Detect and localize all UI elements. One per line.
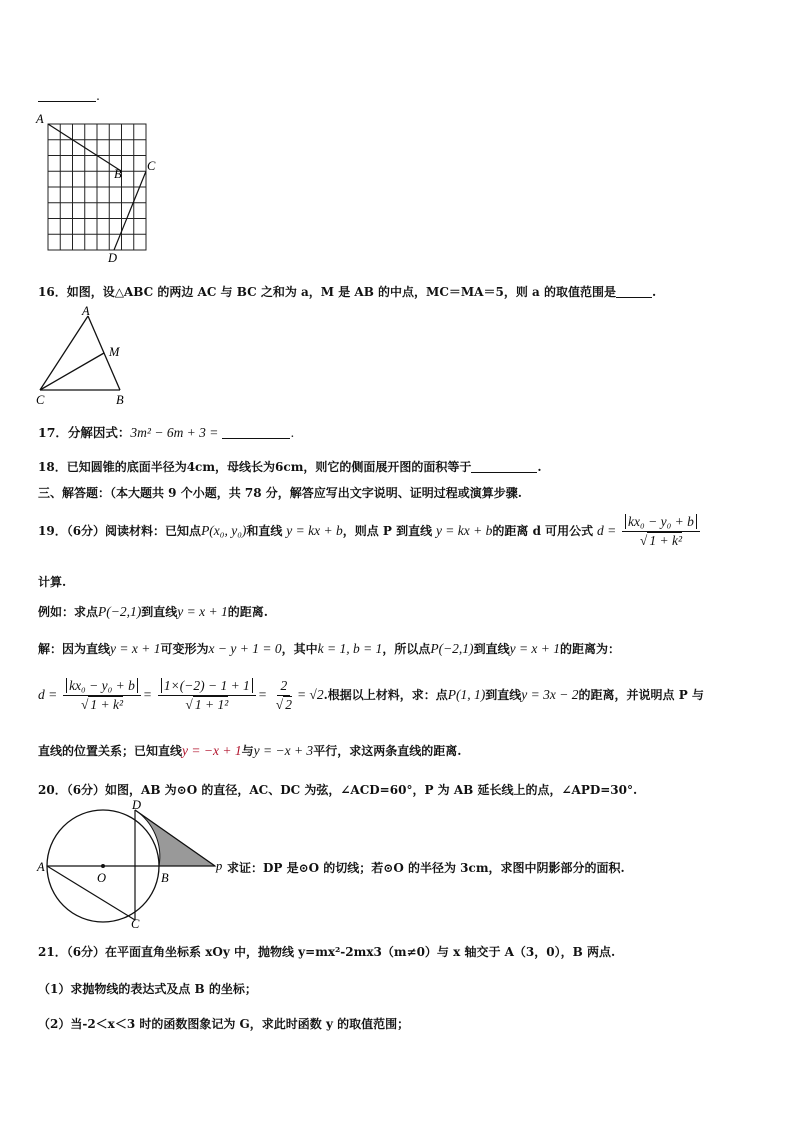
calc-line: y = 3x − 2	[521, 687, 579, 702]
q19-distance-formula: $\frac{\text{kx₀ − y₀ + b}}{\text{√ 1 + k²}}$	[622, 514, 700, 549]
calc-tail-c: 的距离，并说明点 P 与	[578, 688, 704, 702]
q19-d-equals: d =	[596, 523, 617, 538]
sol-point: P(−2,1)	[430, 641, 474, 656]
q19-line-expr-2: y = kx + b	[435, 523, 493, 538]
q18-blank	[471, 460, 537, 473]
calc-num-3: 2	[277, 678, 290, 696]
side-ca	[40, 316, 88, 390]
q19-to-line: ，则点 P 到直线	[342, 524, 433, 538]
calc-eq-2: =	[257, 687, 267, 702]
sol-c: ，所以点	[382, 642, 431, 656]
label-p: p	[216, 859, 223, 873]
question-20-task: 求证：DP 是⊙O 的切线；若⊙O 的半径为 3cm，求图中阴影部分的面积.	[227, 861, 625, 875]
question-21-part2: （2）当-2＜x＜3 时的函数图象记为 G，求此时函数 y 的取值范围；	[38, 1017, 410, 1031]
q19-calc-line: 计算.	[38, 575, 67, 589]
q19-example	[38, 603, 268, 620]
last-a: 直线的位置关系；已知直线	[38, 744, 183, 758]
label-m: M	[109, 345, 120, 359]
calc-eq-1: =	[142, 687, 153, 702]
q17-expression: 3m² − 6m + 3 =	[130, 425, 219, 440]
calc-den-2: 1 + 1²	[194, 697, 229, 712]
grid-lines	[48, 124, 146, 250]
calc-den-1: 1 + k²	[90, 697, 124, 712]
label-a: A	[36, 112, 44, 126]
question-20: 20．（6分）如图，AB 为⊙O 的直径，AC、DC 为弦，∠ACD=60°，P 为 AB 延长线上的点，∠APD=30°.	[38, 783, 638, 797]
chord-ac	[47, 866, 135, 920]
calc-tail-a: .根据以上材料，求：点	[323, 688, 448, 702]
answer-blank-line	[38, 88, 100, 103]
last-line-2: y = −x + 3	[253, 743, 314, 758]
question-19-line1	[38, 514, 702, 549]
formula-denominator: 1 + k²	[649, 533, 682, 548]
sol-kb: k = 1, b = 1	[317, 641, 383, 656]
q17-lead: 17．分解因式：	[38, 425, 131, 440]
question-16	[38, 283, 656, 300]
calc-fraction-2: $\frac{1\times(-2) - 1 + 1}{\text{√ 1 + 1²}}$	[158, 678, 256, 713]
calc-result: = √2	[296, 687, 324, 702]
q19-line-expr: y = kx + b	[286, 523, 343, 538]
formula-numerator: kx₀ − y₀ + b	[625, 514, 697, 529]
end-mark: .	[96, 88, 100, 103]
sol-form: x − y + 1 = 0	[208, 641, 282, 656]
grid-figure	[34, 112, 164, 264]
label-o: O	[97, 871, 107, 885]
sol-line: y = x + 1	[110, 641, 161, 656]
label-c: C	[147, 159, 156, 173]
blank	[38, 89, 96, 102]
q16-blank	[616, 285, 652, 298]
question-21: 21．（6分）在平面直角坐标系 xOy 中，抛物线 y=mx²-2mx3（m≠0）与 x 轴交于 A（3，0），B 两点.	[38, 945, 616, 959]
q19-intro: 19．（6分）阅读材料：已知点	[38, 524, 202, 538]
example-end: 的距离.	[227, 605, 268, 619]
calc-num-2: 1×(−2) − 1 + 1	[161, 678, 253, 693]
label-a: A	[37, 860, 45, 874]
q19-solution	[38, 640, 620, 657]
sol-d: 到直线	[473, 642, 510, 656]
example-point: P(−2,1)	[98, 604, 142, 619]
circle-figure	[34, 800, 234, 930]
example-lead: 例如：求点	[38, 605, 99, 619]
q17-blank	[222, 426, 290, 439]
q17-end: .	[290, 425, 295, 440]
q16-text: 16．如图，设△ABC 的两边 AC 与 BC 之和为 a，M 是 AB 的中点，MC＝MA＝5，则 a 的取值范围是	[38, 285, 616, 299]
sol-a: 可变形为	[160, 642, 209, 656]
q19-and-line: 和直线	[246, 524, 283, 538]
sol-e: 的距离为：	[560, 642, 621, 656]
label-b: B	[161, 871, 169, 885]
last-b: 与	[241, 744, 254, 758]
example-mid: 到直线	[141, 605, 178, 619]
label-c: C	[36, 393, 45, 407]
calc-point: P(1, 1)	[447, 687, 486, 702]
sol-b: ，其中	[281, 642, 318, 656]
sol-line-2: y = x + 1	[509, 641, 561, 656]
question-21-part1: （1）求抛物线的表达式及点 B 的坐标；	[38, 982, 257, 996]
label-d: D	[132, 800, 142, 812]
last-line-1: y = −x + 1	[182, 743, 242, 758]
q18-end: .	[537, 460, 542, 474]
label-d: D	[108, 251, 118, 264]
section-heading: 三、解答题：（本大题共 9 个小题，共 78 分，解答应写出文字说明、证明过程或演算步骤.	[38, 486, 522, 500]
triangle-figure	[32, 304, 132, 408]
segment-cd	[114, 171, 146, 250]
q16-end: .	[651, 285, 657, 299]
example-line: y = x + 1	[177, 604, 228, 619]
calc-den-3: 2	[285, 697, 292, 712]
q19-point: P(x₀, y₀)	[201, 523, 247, 538]
label-c: C	[131, 917, 140, 930]
calc-tail-b: 到直线	[485, 688, 522, 702]
label-a: A	[82, 304, 90, 318]
last-c: 平行，求这两条直线的距离.	[313, 744, 462, 758]
question-18	[38, 458, 542, 475]
calc-fraction-3: $\frac{2}{√ 2}$	[275, 678, 292, 712]
q19-formula-lead: 的距离 d 可用公式	[492, 524, 594, 538]
label-b: B	[116, 393, 124, 407]
median-cm	[40, 353, 104, 390]
question-17	[38, 423, 294, 441]
calc-num-1: kx₀ − y₀ + b	[66, 678, 138, 693]
center-dot	[101, 864, 105, 868]
calc-fraction-1: $\frac{\text{kx₀ − y₀ + b}}{\text{√ 1 + k²}}$	[63, 678, 141, 713]
q19-calculation	[38, 678, 704, 713]
q19-last-line	[38, 742, 461, 759]
label-b: B	[114, 167, 122, 181]
sol-lead: 解：因为直线	[38, 642, 111, 656]
calc-d: d =	[38, 687, 58, 702]
q18-text: 18．已知圆锥的底面半径为4cm，母线长为6cm，则它的侧面展开图的面积等于	[38, 460, 472, 474]
